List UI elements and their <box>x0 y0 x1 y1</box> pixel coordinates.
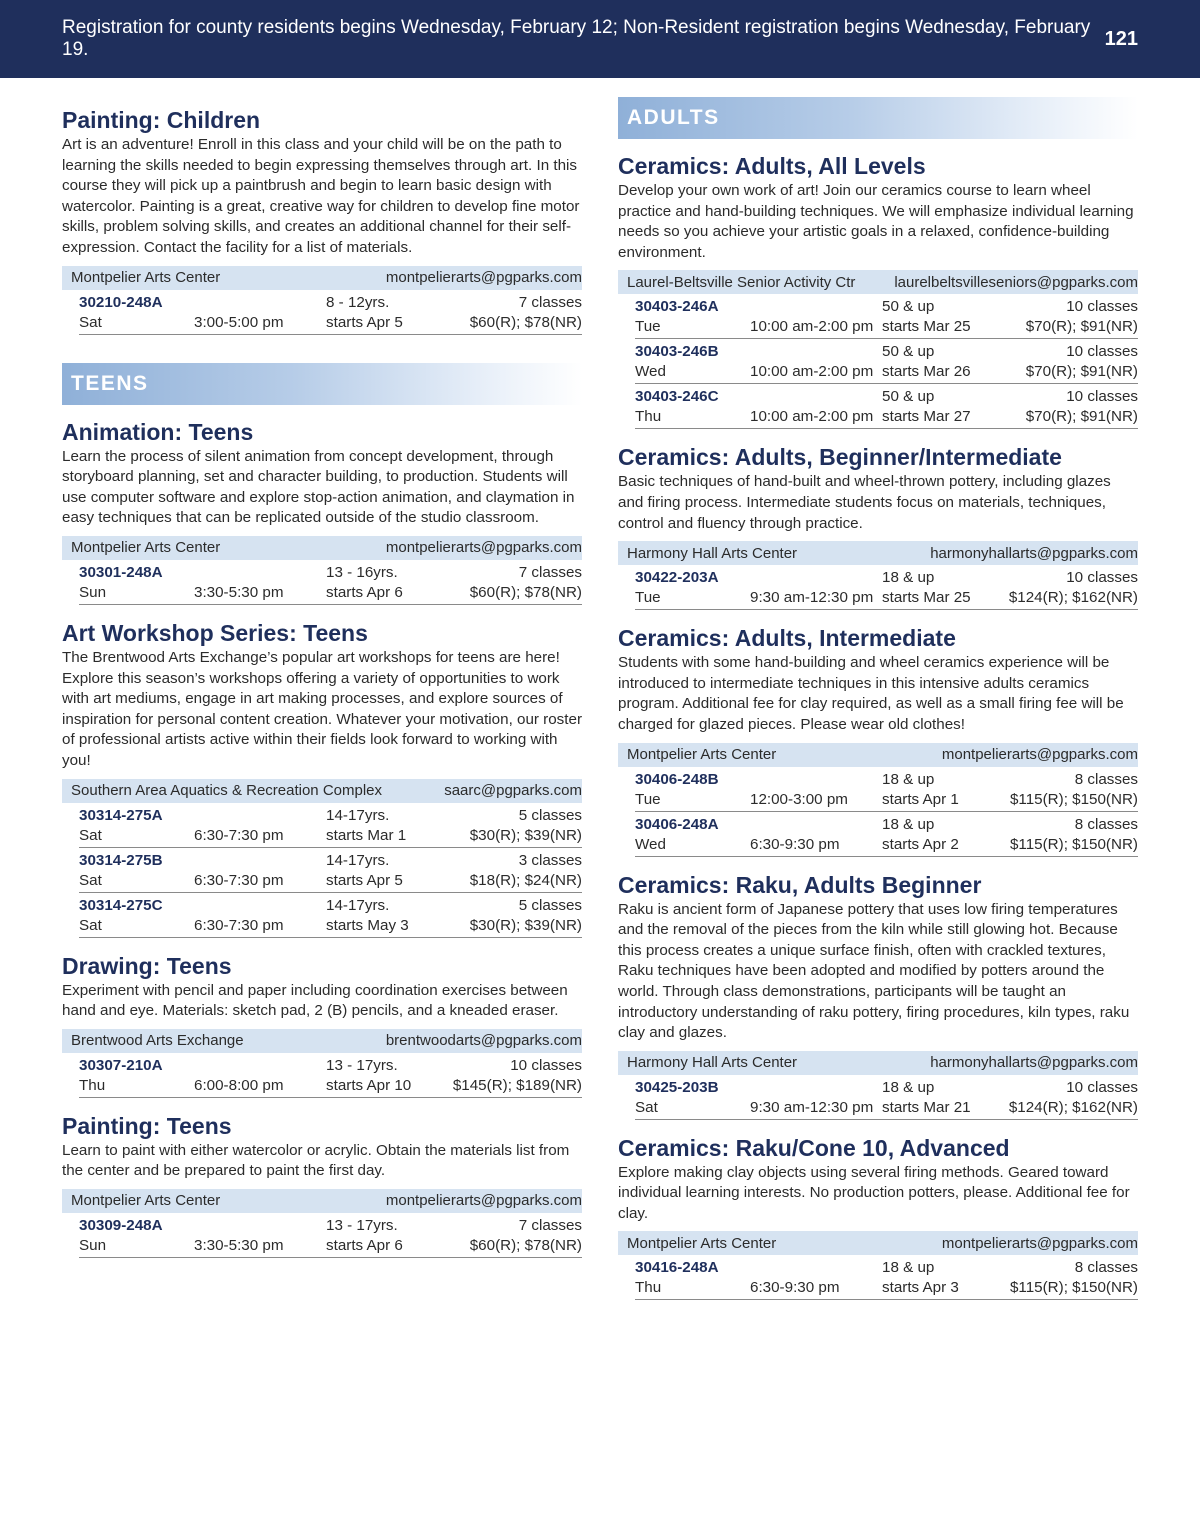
start-date: starts Apr 3 <box>882 1279 959 1297</box>
session-row <box>79 1053 582 1098</box>
age-range: 14-17yrs. <box>326 851 390 869</box>
session-day: Sat <box>635 1098 658 1116</box>
section-title: ADULTS <box>627 106 720 129</box>
location-bar <box>618 270 1138 294</box>
session-day: Tue <box>635 589 661 607</box>
course-title: Ceramics: Adults, Beginner/Intermediate <box>618 444 1062 471</box>
location-bar <box>62 1189 582 1213</box>
location-name: Montpelier Arts Center <box>71 1192 221 1210</box>
location-bar <box>62 779 582 803</box>
course-description: Develop your own work of art! Join our ceramics course to learn wheel practice and hand-building techniques. We will emphasize individual learning needs so you achieve your artistic goals in a relaxed, confidence-building environment. <box>618 182 1134 261</box>
class-count: 7 classes <box>518 293 582 311</box>
start-date: starts May 3 <box>326 916 409 934</box>
session-line-1 <box>635 1078 1138 1098</box>
age-range: 50 & up <box>882 343 935 361</box>
course-block <box>618 1135 1138 1301</box>
session-line-2 <box>635 1098 1138 1118</box>
course-block <box>62 107 582 335</box>
session-time: 10:00 am-2:00 pm <box>750 408 874 426</box>
start-date: starts Apr 6 <box>326 583 403 601</box>
session-row <box>635 1255 1138 1300</box>
course-code: 30416-248A <box>635 1259 719 1277</box>
session-row <box>79 290 582 335</box>
start-date: starts Mar 1 <box>326 826 407 844</box>
course-description: The Brentwood Arts Exchange’s popular art workshops for teens are here! Explore this season’s workshops offering a variety of opportunities to work with art mediums, engage in art making processes, and explore sources of inspiration for personal content creation. Whatever your motivation, our roster of professional artists active within their fields look forward to working with you! <box>62 648 583 769</box>
course-code: 30210-248A <box>79 293 163 311</box>
session-fee: $30(R); $39(NR) <box>469 916 582 934</box>
session-fee: $60(R); $78(NR) <box>469 313 582 331</box>
session-fee: $60(R); $78(NR) <box>469 1236 582 1254</box>
session-row <box>635 339 1138 384</box>
course-code: 30314-275C <box>79 896 163 914</box>
course-description: Students with some hand-building and wheel ceramics experience will be introduced to intermediate techniques in this intensive adults ceramics program. Additional fee for clay required, as well as a small firing fee will be charged for glazed pieces. Please wear old clothes! <box>618 654 1124 733</box>
session-line-2 <box>635 1278 1138 1298</box>
course-description: Experiment with pencil and paper including coordination exercises between hand and eye. Materials: sketch pad, 2 (B) pencils, and a kneaded eraser. <box>62 981 568 1020</box>
start-date: starts Apr 2 <box>882 835 959 853</box>
registration-banner <box>0 0 1200 78</box>
session-list <box>618 1255 1138 1300</box>
course-description: Learn the process of silent animation from concept development, through storyboard planning, set and character building, to production. Students will use computer software and explore stop-action animation, and claymation in easy techniques that can be replicated outside of the studio classroom. <box>62 447 575 527</box>
session-time: 6:30-9:30 pm <box>750 835 840 853</box>
course-title: Ceramics: Raku, Adults Beginner <box>618 871 982 898</box>
course-title: Drawing: Teens <box>62 952 232 979</box>
age-range: 18 & up <box>882 1078 935 1096</box>
course-code: 30309-248A <box>79 1216 163 1234</box>
section-band-teens <box>62 363 582 405</box>
session-line-2 <box>635 588 1138 608</box>
course-code: 30406-248B <box>635 770 719 788</box>
course-block <box>618 625 1138 856</box>
course-description: Basic techniques of hand-built and wheel-thrown pottery, including glazes and firing process. Intermediate students focus on materials, techniques, control and fluency through practice. <box>618 473 1111 532</box>
session-line-2 <box>635 317 1138 337</box>
session-list <box>62 290 582 335</box>
course-code: 30422-203A <box>635 569 719 587</box>
session-time: 9:30 am-12:30 pm <box>750 589 874 607</box>
age-range: 13 - 17yrs. <box>326 1216 398 1234</box>
left-column <box>62 97 582 1273</box>
session-line-2 <box>79 826 582 846</box>
session-line-2 <box>635 835 1138 855</box>
course-description: Explore making clay objects using several firing methods. Geared toward individual learning interests. No production potters, please. Additional fee for clay. <box>618 1163 1130 1222</box>
page-number: 121 <box>1104 27 1138 50</box>
location-name: Laurel-Beltsville Senior Activity Ctr <box>627 273 856 291</box>
session-line-1 <box>79 293 582 313</box>
course-code: 30314-275B <box>79 851 163 869</box>
session-line-1 <box>79 806 582 826</box>
session-line-1 <box>635 387 1138 407</box>
start-date: starts Apr 1 <box>882 790 959 808</box>
location-name: Harmony Hall Arts Center <box>627 544 798 562</box>
session-fee: $30(R); $39(NR) <box>469 826 582 844</box>
session-time: 9:30 am-12:30 pm <box>750 1098 874 1116</box>
session-line-2 <box>79 1076 582 1096</box>
start-date: starts Apr 5 <box>326 871 403 889</box>
session-line-1 <box>635 815 1138 835</box>
age-range: 18 & up <box>882 770 935 788</box>
session-day: Sat <box>79 916 102 934</box>
location-email: harmonyhallarts@pgparks.com <box>930 544 1138 562</box>
start-date: starts Mar 27 <box>882 408 971 426</box>
class-count: 10 classes <box>1066 388 1138 406</box>
session-fee: $124(R); $162(NR) <box>1008 589 1138 607</box>
session-line-1 <box>635 1258 1138 1278</box>
session-day: Sat <box>79 313 102 331</box>
location-name: Montpelier Arts Center <box>627 1234 777 1252</box>
class-count: 10 classes <box>510 1056 582 1074</box>
session-time: 10:00 am-2:00 pm <box>750 318 874 336</box>
course-code: 30314-275A <box>79 806 163 824</box>
session-list <box>62 1213 582 1258</box>
course-block <box>62 620 582 938</box>
session-line-1 <box>79 851 582 871</box>
course-description: Art is an adventure! Enroll in this class and your child will be on the path to learning the skills needed to begin expressing themselves through art. In this course they will pick up a paintbrush and begin to learn basic design with watercolor. Painting is a great, creative way for children to develop fine motor skills, problem solving skills, and creates an additional channel for their self-expression. Contact the facility for a list of materials. <box>62 136 580 256</box>
course-code: 30403-246A <box>635 298 719 316</box>
session-day: Wed <box>635 363 666 381</box>
session-time: 6:00-8:00 pm <box>194 1076 284 1094</box>
location-email: montpelierarts@pgparks.com <box>385 539 582 557</box>
class-count: 10 classes <box>1066 1078 1138 1096</box>
session-line-2 <box>79 583 582 603</box>
session-day: Thu <box>635 1279 662 1297</box>
age-range: 14-17yrs. <box>326 806 390 824</box>
session-row <box>635 565 1138 610</box>
location-email: saarc@pgparks.com <box>444 782 582 799</box>
class-count: 5 classes <box>518 896 582 914</box>
session-row <box>79 848 582 893</box>
course-block <box>62 419 582 605</box>
course-title: Ceramics: Raku/Cone 10, Advanced <box>618 1134 1010 1161</box>
start-date: starts Mar 26 <box>882 363 971 381</box>
session-line-1 <box>79 1056 582 1076</box>
start-date: starts Apr 6 <box>326 1236 403 1254</box>
age-range: 18 & up <box>882 569 935 587</box>
session-day: Thu <box>79 1076 106 1094</box>
session-time: 12:00-3:00 pm <box>750 790 848 808</box>
session-line-2 <box>79 1236 582 1256</box>
location-name: Montpelier Arts Center <box>627 746 777 764</box>
course-block <box>62 1113 582 1258</box>
session-list <box>618 1075 1138 1120</box>
session-fee: $70(R); $91(NR) <box>1025 318 1138 336</box>
class-count: 8 classes <box>1074 815 1138 833</box>
course-code: 30425-203B <box>635 1078 719 1096</box>
age-range: 14-17yrs. <box>326 896 390 914</box>
start-date: starts Mar 21 <box>882 1098 971 1116</box>
session-fee: $124(R); $162(NR) <box>1008 1098 1138 1116</box>
location-name: Brentwood Arts Exchange <box>71 1032 244 1050</box>
class-count: 10 classes <box>1066 298 1138 316</box>
section-band-adults <box>618 97 1138 139</box>
session-time: 6:30-9:30 pm <box>750 1279 840 1297</box>
session-time: 3:30-5:30 pm <box>194 583 284 601</box>
age-range: 50 & up <box>882 388 935 406</box>
session-row <box>635 384 1138 429</box>
right-column <box>618 97 1138 1315</box>
session-line-1 <box>635 342 1138 362</box>
location-bar <box>618 541 1138 565</box>
class-count: 10 classes <box>1066 343 1138 361</box>
age-range: 18 & up <box>882 815 935 833</box>
session-line-2 <box>635 362 1138 382</box>
session-day: Tue <box>635 318 661 336</box>
course-code: 30406-248A <box>635 815 719 833</box>
start-date: starts Apr 5 <box>326 313 403 331</box>
course-block <box>62 953 582 1098</box>
class-count: 5 classes <box>518 806 582 824</box>
start-date: starts Mar 25 <box>882 318 971 336</box>
session-line-1 <box>635 770 1138 790</box>
session-list <box>618 767 1138 857</box>
age-range: 13 - 17yrs. <box>326 1056 398 1074</box>
session-line-2 <box>79 916 582 936</box>
session-line-1 <box>635 297 1138 317</box>
course-title: Painting: Teens <box>62 1112 232 1139</box>
course-title: Painting: Children <box>62 107 261 133</box>
location-name: Southern Area Aquatics & Recreation Complex <box>71 782 383 799</box>
session-row <box>79 560 582 605</box>
location-email: montpelierarts@pgparks.com <box>385 269 582 287</box>
course-description: Learn to paint with either watercolor or acrylic. Obtain the materials list from the center and be prepared to paint the first day. <box>62 1141 570 1180</box>
session-line-2 <box>79 313 582 333</box>
start-date: starts Apr 10 <box>326 1076 412 1094</box>
course-code: 30403-246B <box>635 343 719 361</box>
session-fee: $60(R); $78(NR) <box>469 583 582 601</box>
course-title: Ceramics: Adults, Intermediate <box>618 625 956 652</box>
session-day: Sat <box>79 871 102 889</box>
age-range: 13 - 16yrs. <box>326 563 398 581</box>
class-count: 8 classes <box>1074 1259 1138 1277</box>
session-row <box>635 812 1138 857</box>
course-title: Ceramics: Adults, All Levels <box>618 153 926 179</box>
course-code: 30307-210A <box>79 1056 163 1074</box>
course-title: Animation: Teens <box>62 418 254 445</box>
location-bar <box>618 1051 1138 1075</box>
session-fee: $115(R); $150(NR) <box>1009 835 1138 853</box>
session-list <box>618 565 1138 610</box>
session-row <box>635 767 1138 812</box>
location-bar <box>618 1231 1138 1255</box>
session-line-1 <box>79 1216 582 1236</box>
session-row <box>635 294 1138 339</box>
location-bar <box>62 1029 582 1053</box>
session-list <box>62 1053 582 1098</box>
session-fee: $115(R); $150(NR) <box>1009 1279 1138 1297</box>
registration-notice: Registration for county residents begins Wednesday, February 12; Non-Resident registration begins Wednesday, February 19. <box>62 17 1091 60</box>
age-range: 18 & up <box>882 1259 935 1277</box>
session-fee: $115(R); $150(NR) <box>1009 790 1138 808</box>
session-day: Tue <box>635 790 661 808</box>
section-title: TEENS <box>71 371 149 395</box>
start-date: starts Mar 25 <box>882 589 971 607</box>
location-email: montpelierarts@pgparks.com <box>385 1192 582 1210</box>
session-time: 3:30-5:30 pm <box>194 1236 284 1254</box>
session-line-2 <box>635 790 1138 810</box>
session-fee: $145(R); $189(NR) <box>452 1076 582 1094</box>
course-code: 30301-248A <box>79 563 163 581</box>
session-time: 6:30-7:30 pm <box>194 826 284 844</box>
course-block <box>618 444 1138 610</box>
session-day: Thu <box>635 408 662 426</box>
course-description: Raku is ancient form of Japanese pottery that uses low firing temperatures and the removal of the pieces from the kiln while still glowing hot. Because this process creates a unique surface finish, often with crackled textures, Raku techniques have been adopted and modified by potters around the world. Through class demonstrations, participants will be taught an introductory understanding of raku pottery, firing procedures, kiln types, raku clay and glazes. <box>618 900 1130 1042</box>
class-count: 7 classes <box>518 563 582 581</box>
session-list <box>62 560 582 605</box>
session-list <box>62 803 582 938</box>
session-row <box>79 893 582 938</box>
session-line-2 <box>79 871 582 891</box>
session-list <box>618 294 1138 429</box>
location-email: brentwoodarts@pgparks.com <box>385 1032 582 1050</box>
session-fee: $18(R); $24(NR) <box>469 871 582 889</box>
age-range: 50 & up <box>882 298 935 316</box>
session-row <box>79 1213 582 1258</box>
location-name: Montpelier Arts Center <box>71 539 221 557</box>
session-fee: $70(R); $91(NR) <box>1025 363 1138 381</box>
session-row <box>635 1075 1138 1120</box>
location-bar <box>618 743 1138 767</box>
session-line-1 <box>79 896 582 916</box>
course-title: Art Workshop Series: Teens <box>62 619 368 646</box>
session-line-1 <box>79 563 582 583</box>
session-day: Sat <box>79 826 102 844</box>
session-row <box>79 803 582 848</box>
location-email: montpelierarts@pgparks.com <box>941 1234 1138 1252</box>
session-line-2 <box>635 407 1138 427</box>
class-count: 8 classes <box>1074 770 1138 788</box>
session-day: Wed <box>635 835 666 853</box>
class-count: 3 classes <box>518 851 582 869</box>
session-line-1 <box>635 568 1138 588</box>
session-time: 6:30-7:30 pm <box>194 871 284 889</box>
location-bar <box>62 266 582 290</box>
course-code: 30403-246C <box>635 388 719 406</box>
location-email: montpelierarts@pgparks.com <box>941 746 1138 764</box>
class-count: 7 classes <box>518 1216 582 1234</box>
location-name: Montpelier Arts Center <box>71 269 221 287</box>
session-time: 3:00-5:00 pm <box>194 313 284 331</box>
session-fee: $70(R); $91(NR) <box>1025 408 1138 426</box>
session-day: Sun <box>79 1236 107 1254</box>
course-block <box>618 872 1138 1120</box>
session-day: Sun <box>79 583 107 601</box>
age-range: 8 - 12yrs. <box>326 293 390 311</box>
course-block <box>618 153 1138 429</box>
class-count: 10 classes <box>1066 569 1138 587</box>
location-bar <box>62 536 582 560</box>
session-time: 10:00 am-2:00 pm <box>750 363 874 381</box>
location-name: Harmony Hall Arts Center <box>627 1054 798 1072</box>
location-email: harmonyhallarts@pgparks.com <box>930 1054 1138 1072</box>
location-email: laurelbeltsvilleseniors@pgparks.com <box>894 273 1138 291</box>
session-time: 6:30-7:30 pm <box>194 916 284 934</box>
